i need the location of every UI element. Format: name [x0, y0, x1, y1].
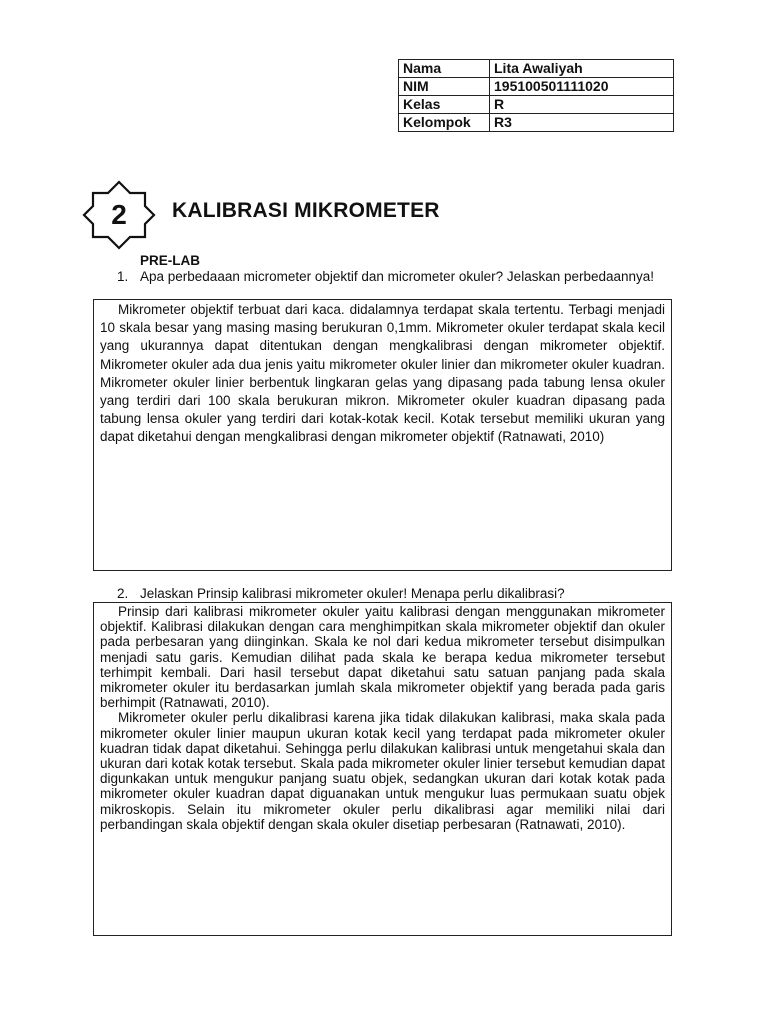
question-2 — [117, 586, 674, 601]
page-title: KALIBRASI MIKROMETER — [172, 199, 440, 222]
identity-row-nim — [399, 78, 674, 96]
answer-box-1 — [93, 299, 672, 571]
answer-paragraph: Prinsip dari kalibrasi mikrometer okuler yaitu kalibrasi dengan menggunakan mikrometer objektif. Kalibrasi dilakukan dengan cara menghimpitkan skala mikrometer objektif dan okuler pada perbesaran yang diinginkan. Skala ke nol dari kedua mikrometer tersebut disimpulkan menjadi satu garis. Kemudian dilihat pada skala ke berapa kedua mikrometer tersebut terhimpit kembali. Dari hasil tersebut dapat diketahui satu satuan panjang pada skala mikrometer okuler itu berdasarkan jumlah skala mikrometer objektif yang berada pada garis berhimpit (Ratnawati, 2010). — [100, 604, 665, 711]
identity-value: Lita Awaliyah — [490, 60, 674, 78]
chapter-number: 2 — [111, 199, 127, 230]
answer-paragraph: Mikrometer objektif terbuat dari kaca. didalamnya terdapat skala tertentu. Terbagi menjadi 10 skala besar yang masing masing berukuran 0,1mm. Mikrometer okuler terdapat skala kecil yang ukurannya dapat ditentukan dengan mengkalibrasi dengan mikrometer objektif. Mikrometer okuler ada dua jenis yaitu mikrometer okuler linier dan mikrometer okuler kuadran. Mikrometer okuler linier berbentuk lingkaran gelas yang dipasang pada tabung lensa okuler yang terdiri dari 100 skala berukuran mikron. Mikrometer okuler kuadran dipasang pada tabung lensa okuler yang terdiri dari kotak-kotak kecil. Kotak tersebut memiliki ukuran yang dapat diketahui dengan mengkalibrasi dengan mikrometer objektif (Ratnawati, 2010) — [100, 302, 665, 445]
identity-key: Nama — [399, 60, 490, 78]
identity-value: 195100501111020 — [490, 78, 674, 96]
identity-value: R3 — [490, 114, 674, 132]
identity-key: Kelas — [399, 96, 490, 114]
chapter-badge — [82, 180, 156, 250]
question-number: 2. — [117, 586, 129, 601]
question-number: 1. — [117, 269, 129, 284]
question-text: Jelaskan Prinsip kalibrasi mikrometer okuler! Menapa perlu dikalibrasi? — [140, 586, 565, 601]
answer-box-2 — [93, 602, 672, 936]
identity-row-kelas — [399, 96, 674, 114]
identity-row-kelompok — [399, 114, 674, 132]
question-1 — [117, 269, 674, 284]
identity-key: NIM — [399, 78, 490, 96]
answer-paragraph: Mikrometer okuler perlu dikalibrasi karena jika tidak dilakukan kalibrasi, maka skala pada mikrometer okuler linier maupun ukuran kotak kecil yang terdapat pada mikrometer okuler kuadran tidak dapat diketahui. Sehingga perlu dilakukan kalibrasi untuk mengetahui skala dan ukuran dari kotak kotak tersebut. Skala pada mikrometer okuler linier tersebut kemudian dapat digunkakan untuk mengukur panjang suatu objek, sedangkan ukuran dari kotak kotak pada mikrometer okuler kuadran dapat diguanakan untuk mengukur luas permukaan suatu objek mikroskopis. Selain itu mikrometer okuler perlu dikalibrasi agar memiliki nilai dari perbandingan skala objektif dengan skala okuler disetiap perbesaran (Ratnawati, 2010). — [100, 710, 665, 832]
question-text: Apa perbedaaan micrometer objektif dan micrometer okuler? Jelaskan perbedaannya! — [140, 269, 655, 284]
identity-value: R — [490, 96, 674, 114]
identity-row-nama — [399, 60, 674, 78]
identity-key: Kelompok — [399, 114, 490, 132]
identity-table — [398, 59, 674, 132]
section-label: PRE-LAB — [140, 253, 200, 268]
